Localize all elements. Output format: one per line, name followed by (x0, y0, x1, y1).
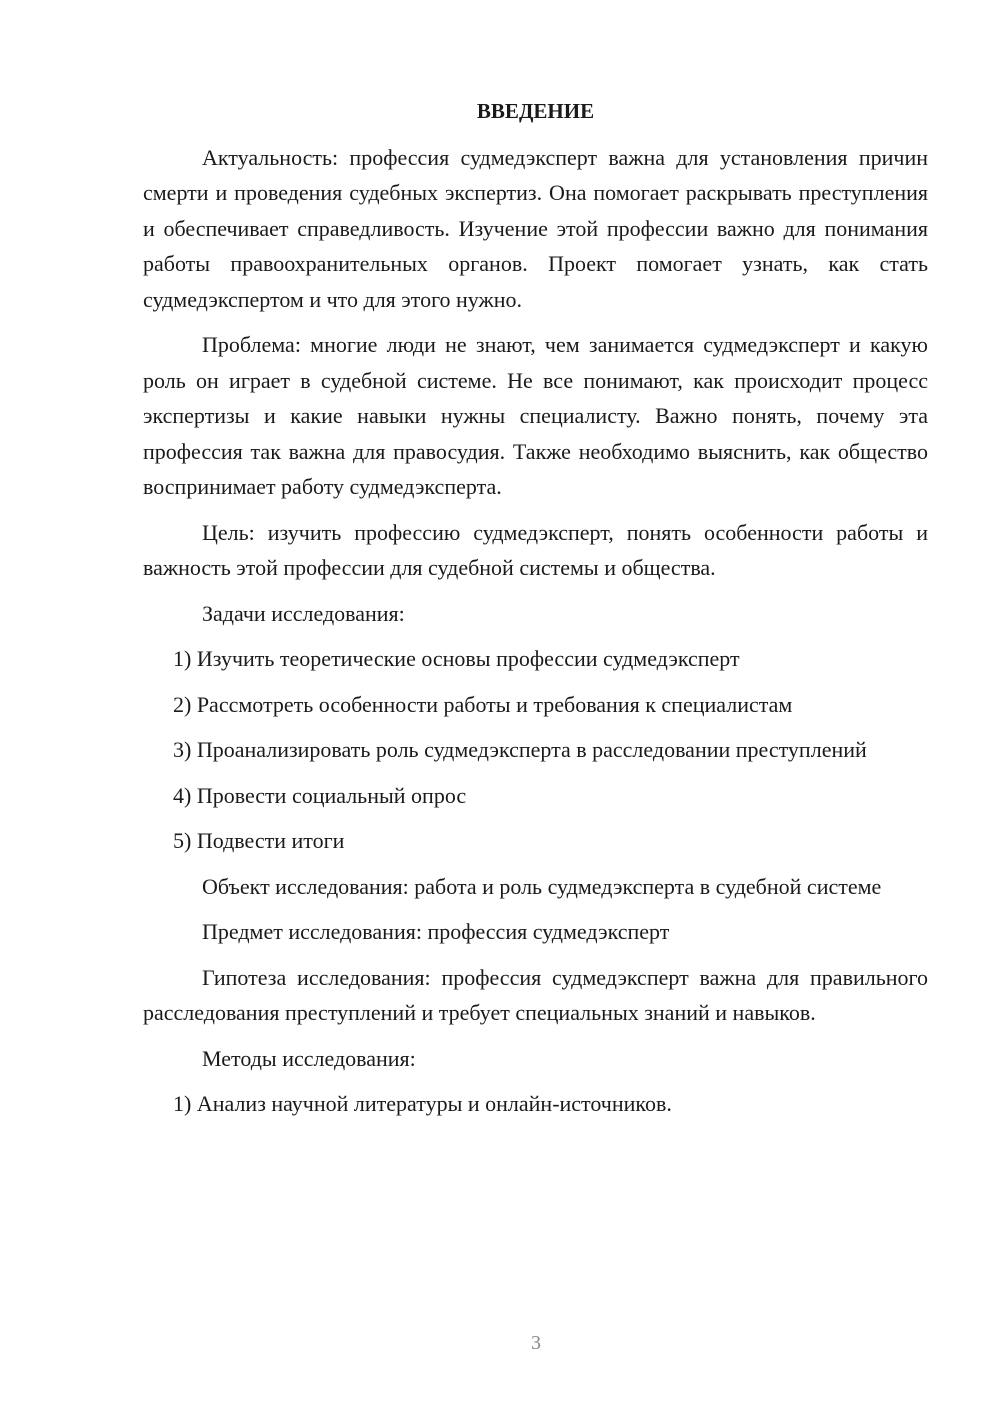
task-item-4: 4) Провести социальный опрос (173, 782, 467, 808)
relevance-paragraph: Актуальность: профессия судмедэксперт важна для установления причин смерти и проведения судебных экспертиз. Она помогает раскрывать преступления и обеспечивает справедливость. Изучение этой профессии важно для понимания работы правоохранительных органов. Проект помогает узнать, как стать судмедэкспертом и что для этого нужно. (143, 144, 928, 312)
task-item-5: 5) Подвести итоги (173, 828, 345, 853)
tasks-heading: Задачи исследования: (202, 600, 405, 626)
goal-paragraph: Цель: изучить профессию судмедэксперт, понять особенности работы и важность этой профессии для судебной системы и общества. (143, 519, 928, 580)
task-item-3: 3) Проанализировать роль судмедэксперта в расследовании преступлений (173, 737, 867, 762)
problem-paragraph: Проблема: многие люди не знают, чем занимается судмедэксперт и какую роль он играет в судебной системе. Не все понимают, как происходит процесс экспертизы и какие навыки нужны специалисту. Важно понять, почему эта профессия так важна для правосудия. Также необходимо выяснить, как общество воспринимает работу судмедэксперта. (143, 332, 928, 499)
page-content (143, 94, 928, 1132)
page-number: 3 (531, 1332, 541, 1354)
hypothesis-paragraph: Гипотеза исследования: профессия судмедэксперт важна для правильного расследования преступлений и требует специальных знаний и навыков. (143, 964, 928, 1025)
task-item-2: 2) Рассмотреть особенности работы и требования к специалистам (173, 691, 793, 717)
object-paragraph: Объект исследования: работа и роль судмедэксперта в судебной системе (202, 873, 882, 899)
methods-heading: Методы исследования: (202, 1045, 416, 1071)
method-item-1: 1) Анализ научной литературы и онлайн-источников. (173, 1091, 672, 1116)
subject-paragraph: Предмет исследования: профессия судмедэксперт (202, 919, 670, 944)
section-title: ВВЕДЕНИЕ (476, 99, 595, 123)
task-item-1: 1) Изучить теоретические основы профессии судмедэксперт (173, 646, 740, 671)
